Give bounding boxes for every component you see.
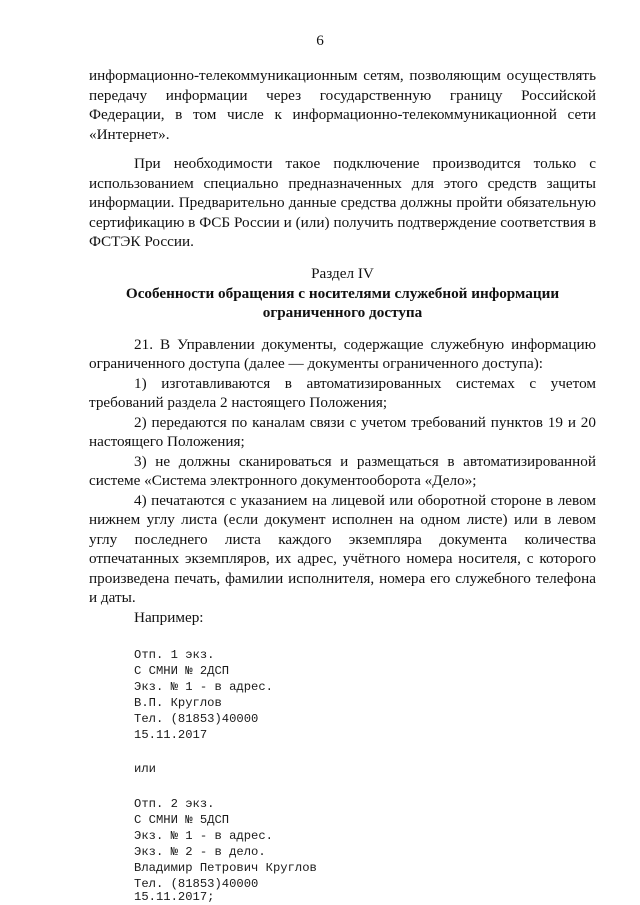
- example-line: 15.11.2017;: [134, 890, 215, 904]
- example-line: С СМНИ № 5ДСП: [134, 813, 230, 827]
- paragraph-line: сертификацию в ФСБ России и (или) получить подтверждение соответствия в: [89, 214, 596, 231]
- page-number: 6: [316, 32, 324, 49]
- list-item-line: 1) изготавливаются в автоматизированных системах с учетом: [134, 375, 596, 392]
- example-line: Экз. № 1 - в адрес.: [134, 680, 273, 694]
- or-label: или: [134, 762, 156, 776]
- paragraph-line: 21. В Управлении документы, содержащие служебную информацию: [134, 336, 596, 353]
- example-line: Отп. 1 экз.: [134, 648, 215, 662]
- paragraph-line: При необходимости такое подключение производится только с: [134, 155, 596, 172]
- list-item-line: 3) не должны сканироваться и размещаться в автоматизированной: [134, 453, 596, 470]
- paragraph-line: Федерации, в том числе к информационно-телекоммуникационной сети: [89, 106, 596, 123]
- list-item-line: 2) передаются по каналам связи с учетом требований пунктов 19 и 20: [134, 414, 596, 431]
- paragraph-line: «Интернет».: [89, 126, 170, 143]
- paragraph-line: ФСТЭК России.: [89, 233, 194, 250]
- example-line: Тел. (81853)40000: [134, 712, 259, 726]
- paragraph-line: ограниченного доступа (далее — документы ограниченного доступа):: [89, 355, 544, 372]
- paragraph-line: использованием специально предназначенных для этого средств защиты: [89, 175, 596, 192]
- section-title-line: Особенности обращения с носителями служебной информации: [125, 285, 560, 302]
- example-line: Тел. (81853)40000: [134, 877, 259, 891]
- example-line: В.П. Круглов: [134, 696, 222, 710]
- list-item-line: отпечатанных экземпляров, их адрес, учётного номера носителя, с которого: [89, 550, 596, 567]
- example-line: 15.11.2017: [134, 728, 208, 742]
- example-line: С СМНИ № 2ДСП: [134, 664, 230, 678]
- example-label: Например:: [134, 609, 204, 626]
- list-item-line: углу последнего листа каждого экземпляра документа количества: [89, 531, 596, 548]
- example-line: Владимир Петрович Круглов: [134, 861, 317, 875]
- paragraph-line: информационно-телекоммуникационным сетям, позволяющим осуществлять: [89, 67, 596, 84]
- example-line: Экз. № 2 - в дело.: [134, 845, 266, 859]
- list-item-line: и даты.: [89, 589, 136, 606]
- section-label: Раздел IV: [311, 265, 374, 282]
- list-item-line: нижнем углу листа (если документ исполнен на одном листе) или в левом: [89, 511, 596, 528]
- paragraph-line: информации. Предварительно данные средства должны пройти обязательную: [89, 194, 596, 211]
- example-line: Отп. 2 экз.: [134, 797, 215, 811]
- list-item-line: 4) печатаются с указанием на лицевой или оборотной стороне в левом: [134, 492, 596, 509]
- paragraph-line: передачу информации через государственную границу Российской: [89, 87, 596, 104]
- list-item-line: системе «Система электронного документооборота «Дело»;: [89, 472, 477, 489]
- list-item-line: настоящего Положения;: [89, 433, 245, 450]
- list-item-line: требований раздела 2 настоящего Положения;: [89, 394, 388, 411]
- list-item-line: произведена печать, фамилии исполнителя, номера его служебного телефона: [89, 570, 596, 587]
- example-line: Экз. № 1 - в адрес.: [134, 829, 273, 843]
- section-title-line: ограниченного доступа: [262, 304, 423, 321]
